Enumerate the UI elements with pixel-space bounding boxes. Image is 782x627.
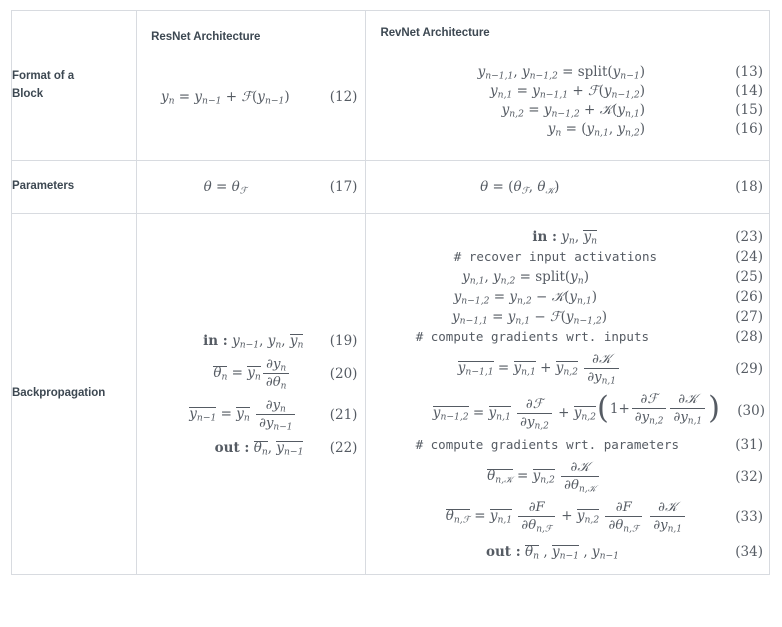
equation-number-24: (24)	[735, 249, 763, 265]
equation-16-body: $y_n = (y_{n,1}$, $y_{n,2}$)	[547, 121, 645, 139]
equation-19-body: in : $y_{n-1}$, $y_n$, $y_n$	[203, 333, 304, 351]
equation-17-body: $\theta = \theta_ℱ$	[203, 179, 247, 197]
comment-recover-input-activations: # recover input activations	[453, 249, 657, 264]
row-label-format-of-a-block	[12, 11, 137, 161]
equation-33-body: $\theta_{n,ℱ} = y_{n,1}$ $\frac{\partial F}{\partial\theta_{n,ℱ}}$ + $y_{n,2}$ $\frac{\partial F}{\partial\theta_{n,ℱ}}$ $\frac{\text{∂𝒦}}{\partial y_{n,1}}$	[366, 500, 717, 533]
equation-number-19: (19)	[329, 332, 358, 349]
row-label-backpropagation	[12, 214, 137, 575]
equation-number-26: (26)	[735, 289, 763, 305]
equation-15-body: $y_{n,2} = y_{n-1,2}$ + $𝒦(y_{n,1})$	[501, 102, 645, 120]
equation-25-row	[366, 269, 769, 285]
table-row	[12, 11, 770, 161]
equation-29-row	[366, 352, 769, 385]
cell-backprop-revnet	[366, 214, 770, 575]
equation-25-body: $y_{n,1}$, $y_{n,2}$ = $split(y_n)$	[462, 269, 589, 287]
equation-15-row	[366, 102, 769, 118]
equation-number-16: (16)	[735, 121, 763, 137]
equation-24-row	[366, 249, 769, 265]
equation-number-34: (34)	[735, 543, 763, 560]
equation-number-32: (32)	[735, 468, 763, 485]
cell-parameters-revnet	[366, 161, 770, 214]
equation-28-row	[366, 329, 769, 345]
equation-number-29: (29)	[735, 360, 763, 377]
equation-16-row	[366, 121, 769, 137]
equation-21-row	[137, 398, 365, 431]
cell-parameters-resnet	[137, 161, 366, 214]
equation-group-revnet-parameters	[366, 161, 769, 213]
equation-number-13: (13)	[735, 64, 763, 80]
table-row	[12, 161, 770, 214]
comment-compute-gradients-parameters: # compute gradients wrt. parameters	[415, 437, 679, 453]
row-label-parameters	[12, 161, 137, 214]
equation-27-body: $y_{n-1,1} = y_{n,1}$ − $ℱ(y_{n-1,2})$	[452, 309, 607, 327]
keyword-in: in :	[532, 229, 557, 245]
equation-17-row	[137, 179, 365, 195]
cell-format-resnet	[137, 11, 366, 161]
equation-14-row	[366, 83, 769, 99]
resnet-revnet-comparison-table	[11, 10, 770, 575]
equation-group-resnet-parameters	[137, 161, 365, 213]
row-label-line-1: Parameters	[12, 180, 75, 193]
equation-number-12: (12)	[329, 88, 358, 105]
equation-29-body: $y_{n-1,1} = y_{n,1} + y_{n,2}$ $\frac{\text{∂𝒦}}{\partial y_{n,1}}$	[366, 352, 717, 385]
equation-27-row	[366, 309, 769, 325]
equation-number-17: (17)	[329, 179, 358, 195]
equation-22-row	[137, 439, 365, 456]
equation-33-row	[366, 500, 769, 533]
equation-13-row	[366, 64, 769, 80]
equation-group-revnet-block	[366, 39, 769, 160]
row-label-line-1: Backpropagation	[12, 387, 106, 400]
comparison-table-wrapper	[11, 10, 770, 612]
equation-28-body	[366, 329, 717, 345]
cell-format-revnet	[366, 11, 770, 161]
equation-number-14: (14)	[735, 83, 763, 99]
equation-23-row	[366, 228, 769, 245]
equation-12-row	[137, 89, 365, 105]
row-label-line-2: Block	[12, 87, 44, 100]
equation-22-body: out : $\theta_n$, $y_{n-1}$	[214, 440, 304, 458]
equation-number-20: (20)	[329, 365, 358, 382]
equation-20-row	[137, 357, 365, 390]
column-header-revnet: RevNet Architecture	[380, 27, 490, 39]
equation-number-22: (22)	[329, 439, 358, 456]
equation-number-28: (28)	[735, 329, 763, 345]
equation-31-row	[366, 437, 769, 453]
keyword-out: out :	[485, 544, 521, 561]
equation-number-27: (27)	[735, 309, 763, 325]
equation-34-body: out : $\theta_n$ , $y_{n-1}$ , $y_{n-1}$	[485, 544, 619, 562]
equation-20-body: $\theta_n = y_n$ $\frac{\partial y_n}{\partial\theta_n}$	[137, 357, 313, 390]
equation-26-row	[366, 289, 769, 305]
equation-number-30: (30)	[737, 403, 765, 420]
equation-34-row	[366, 543, 769, 560]
equation-24-body	[366, 249, 717, 265]
equation-30-body: $y_{n-1,2} = y_{n,1}$ $\frac{\text{∂ℱ}}{\partial y_{n,2}}$ + $y_{n,2}$ ( 1 + $\frac{\text{∂ℱ}}{\partial y_{n,2}}$ $\frac{\text{∂𝒦}}{\partial y_{n,1}}$ )	[432, 391, 720, 432]
equation-number-23: (23)	[735, 228, 763, 245]
column-header-resnet: ResNet Architecture	[151, 30, 261, 43]
equation-number-15: (15)	[735, 102, 763, 118]
equation-number-21: (21)	[329, 406, 358, 423]
equation-number-18: (18)	[735, 179, 763, 195]
equation-group-revnet-backprop	[366, 214, 769, 574]
equation-13-body: $y_{n-1,1}$, $y_{n-1,2}$ = $split(y_{n-1})$	[477, 64, 645, 82]
equation-31-body	[366, 437, 717, 453]
equation-group-resnet-block	[137, 43, 365, 157]
equation-30-row	[366, 392, 769, 430]
equation-group-resnet-backprop	[137, 322, 365, 466]
equation-number-33: (33)	[735, 508, 763, 525]
comment-compute-gradients-inputs: # compute gradients wrt. inputs	[415, 329, 649, 344]
table-row	[12, 214, 770, 575]
equation-32-body: $\theta_{n,𝒦} = y_{n,2}$ $\frac{\text{∂𝒦}}{\partial\theta_{n,𝒦}}$	[366, 460, 717, 493]
equation-number-25: (25)	[735, 269, 763, 285]
equation-21-body: $y_{n-1} = y_n$ $\frac{\partial y_n}{\partial y_{n-1}}$	[137, 398, 313, 431]
equation-14-body: $y_{n,1} = y_{n-1,1}$ + $ℱ(y_{n-1,2})$	[490, 83, 645, 101]
equation-18-body: $\theta = (\theta_ℱ$, $\theta_𝒦$)	[480, 179, 560, 197]
equation-23-body: in : $y_n$, $y_n$	[532, 229, 597, 247]
equation-number-31: (31)	[735, 437, 763, 454]
keyword-out: out :	[214, 440, 250, 457]
equation-12-body: $y_n = y_{n-1}$ + $ℱ(y_{n-1})$	[160, 88, 290, 107]
row-label-line-1: Format of a	[12, 69, 75, 82]
equation-32-row	[366, 460, 769, 493]
equation-18-row	[366, 179, 769, 195]
equation-26-body: $y_{n-1,2} = y_{n,2}$ − $𝒦(y_{n,1})$	[453, 289, 597, 307]
keyword-in: in :	[203, 333, 228, 350]
cell-backprop-resnet	[137, 214, 366, 575]
equation-19-row	[137, 332, 365, 349]
